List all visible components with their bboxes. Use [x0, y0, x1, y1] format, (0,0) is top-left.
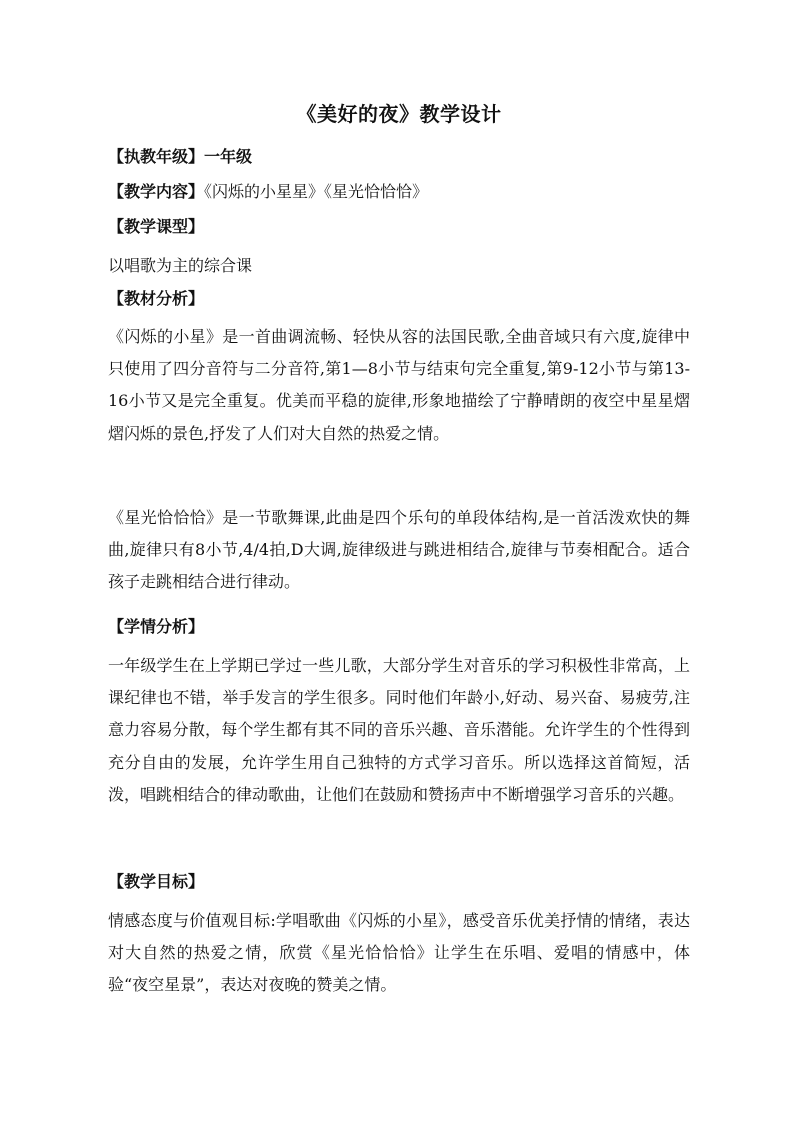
content-heading: 【教学内容】: [108, 182, 205, 201]
material-paragraph-1: 《闪烁的小星》是一首曲调流畅、轻快从容的法国民歌,全曲音域只有六度,旋律中只使用了四分音符与二分音符,第1—8小节与结束句完全重复,第9-12小节与第13-16小节又是完全重复。优美而平稳的旋律,形象地描绘了宁静晴朗的夜空中星星熠熠闪烁的景色,抒发了人们对大自然的热爱之情。: [108, 327, 690, 443]
material-heading-line: [108, 288, 690, 310]
student-heading-line: [108, 616, 690, 638]
lesson-type-value: 以唱歌为主的综合课: [108, 256, 253, 275]
grade-line: [108, 146, 690, 168]
material-paragraph-2: 《星光恰恰恰》是一节歌舞课,此曲是四个乐句的单段体结构,是一首活泼欢快的舞曲,旋律只有8小节,4/4拍,D大调,旋律级进与跳进相结合,旋律与节奏相配合。适合孩子走跳相结合进行律动。: [108, 508, 690, 592]
goals-heading: 【教学目标】: [108, 872, 205, 891]
goals-heading-line: [108, 871, 690, 893]
grade-heading: 【执教年级】: [108, 147, 205, 166]
student-paragraph: 一年级学生在上学期已学过一些儿歌，大部分学生对音乐的学习积极性非常高，上课纪律也不错，举手发言的学生很多。同时他们年龄小,好动、易兴奋、易疲劳,注意力容易分散，每个学生都有其不同的音乐兴趣、音乐潜能。允许学生的个性得到充分自由的发展，允许学生用自己独特的方式学习音乐。所以选择这首简短，活泼，唱跳相结合的律动歌曲，让他们在鼓励和赞扬声中不断增强学习音乐的兴趣。: [108, 656, 690, 804]
lesson-type-value-line: [108, 255, 690, 277]
lesson-type-heading: 【教学课型】: [108, 217, 205, 236]
content-value: 《闪烁的小星星》《星光恰恰恰》: [204, 182, 429, 201]
lesson-type-line: [108, 216, 690, 238]
goals-paragraph: 情感态度与价值观目标:学唱歌曲《闪烁的小星》，感受音乐优美抒情的情绪，表达对大自然的热爱之情，欣赏《星光恰恰恰》让学生在乐唱、爱唱的情感中，体验“夜空星景”，表达对夜晚的赞美之情。: [108, 911, 690, 995]
material-heading: 【教材分析】: [108, 289, 205, 308]
document-title: 《美好的夜》教学设计: [296, 102, 502, 126]
content-line: [108, 181, 690, 203]
student-heading: 【学情分析】: [108, 617, 205, 636]
grade-value: 一年级: [204, 147, 253, 166]
